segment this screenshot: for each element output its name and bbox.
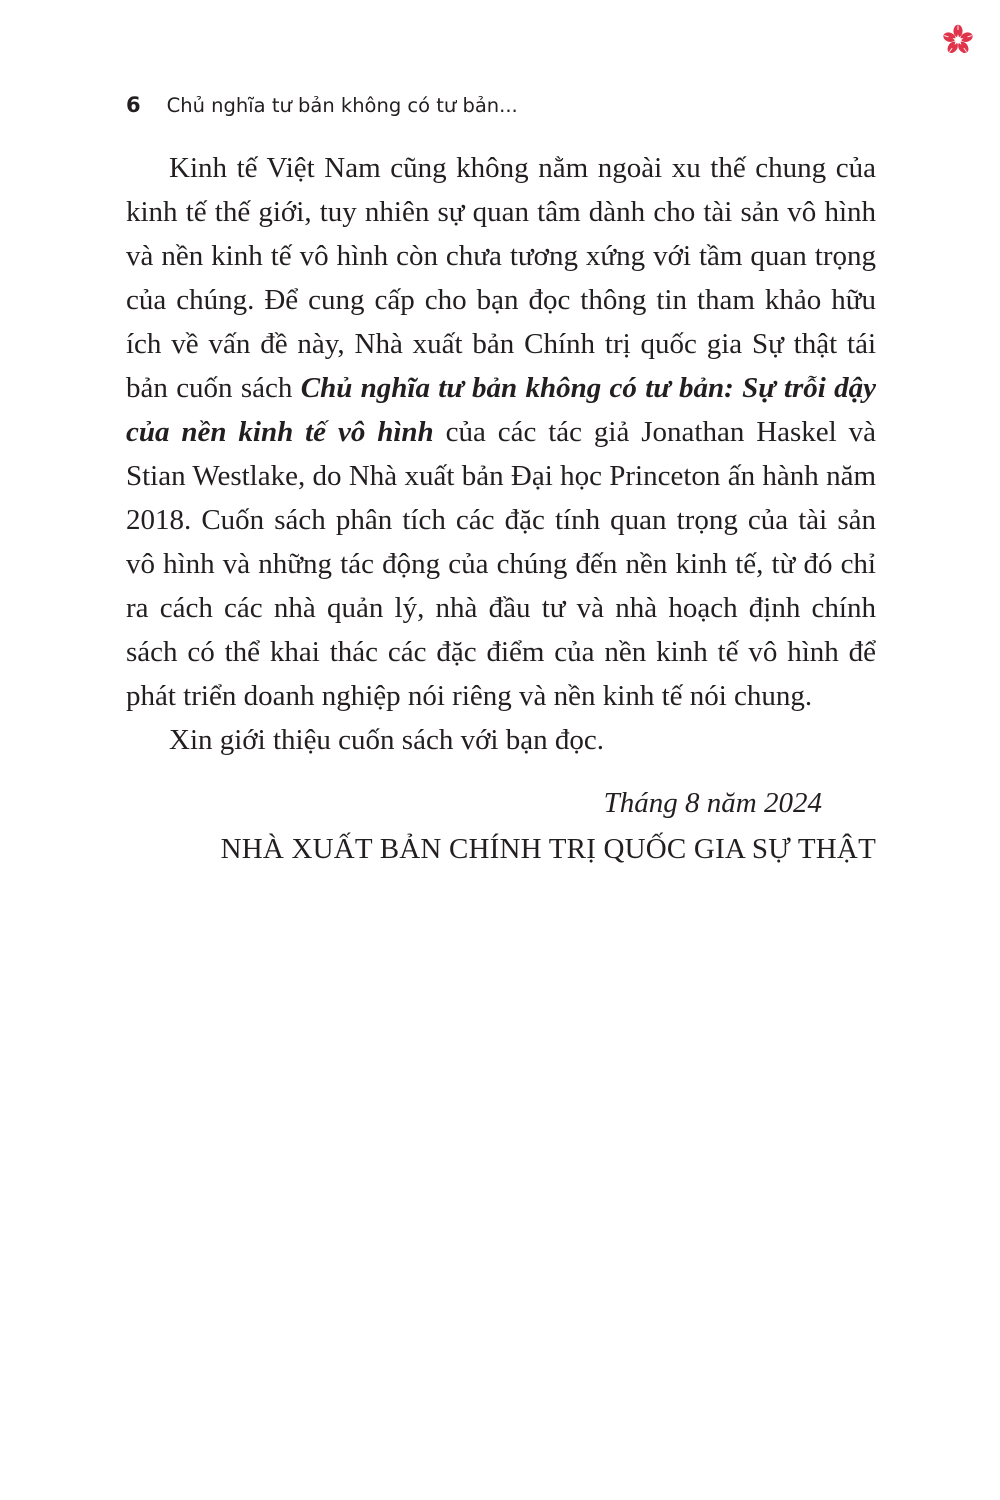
signoff — [221, 780, 876, 872]
paragraph-intro-text-after: của các tác giả Jonathan Haskel và Stian Westlake, do Nhà xuất bản Đại học Princeton ấn hành năm 2018. Cuốn sách phân tích các đặc tính quan trọng của tài sản vô hình và những tác động của chúng đến nền kinh tế, từ đó chỉ ra cách các nhà quản lý, nhà đầu tư và nhà hoạch định chính sách có thể khai thác các đặc điểm của nền kinh tế vô hình để phát triển doanh nghiệp nói riêng và nền kinh tế nói chung. — [126, 416, 877, 712]
signoff-date: Tháng 8 năm 2024 — [603, 787, 822, 819]
paragraph-intro — [126, 146, 876, 718]
page-number: 6 — [126, 93, 141, 117]
signoff-publisher: NHÀ XUẤT BẢN CHÍNH TRỊ QUỐC GIA SỰ THẬT — [220, 833, 876, 865]
paragraph-closing: Xin giới thiệu cuốn sách với bạn đọc. — [169, 724, 604, 756]
publisher-flower-logo-icon — [942, 24, 974, 56]
running-head — [126, 88, 518, 122]
book-title: Chủ nghĩa tư bản không có tư bản: Sự trỗi dậy của nền kinh tế vô hình — [126, 372, 877, 448]
running-title: Chủ nghĩa tư bản không có tư bản... — [166, 94, 518, 117]
body-text — [126, 146, 876, 762]
paragraph-intro-text-before: Kinh tế Việt Nam cũng không nằm ngoài xu thế chung của kinh tế thế giới, tuy nhiên sự quan tâm dành cho tài sản vô hình và nền kinh tế vô hình còn chưa tương xứng với tầm quan trọng của chúng. Để cung cấp cho bạn đọc thông tin tham khảo hữu ích về vấn đề này, Nhà xuất bản Chính trị quốc gia Sự thật tái bản cuốn sách — [126, 152, 876, 404]
